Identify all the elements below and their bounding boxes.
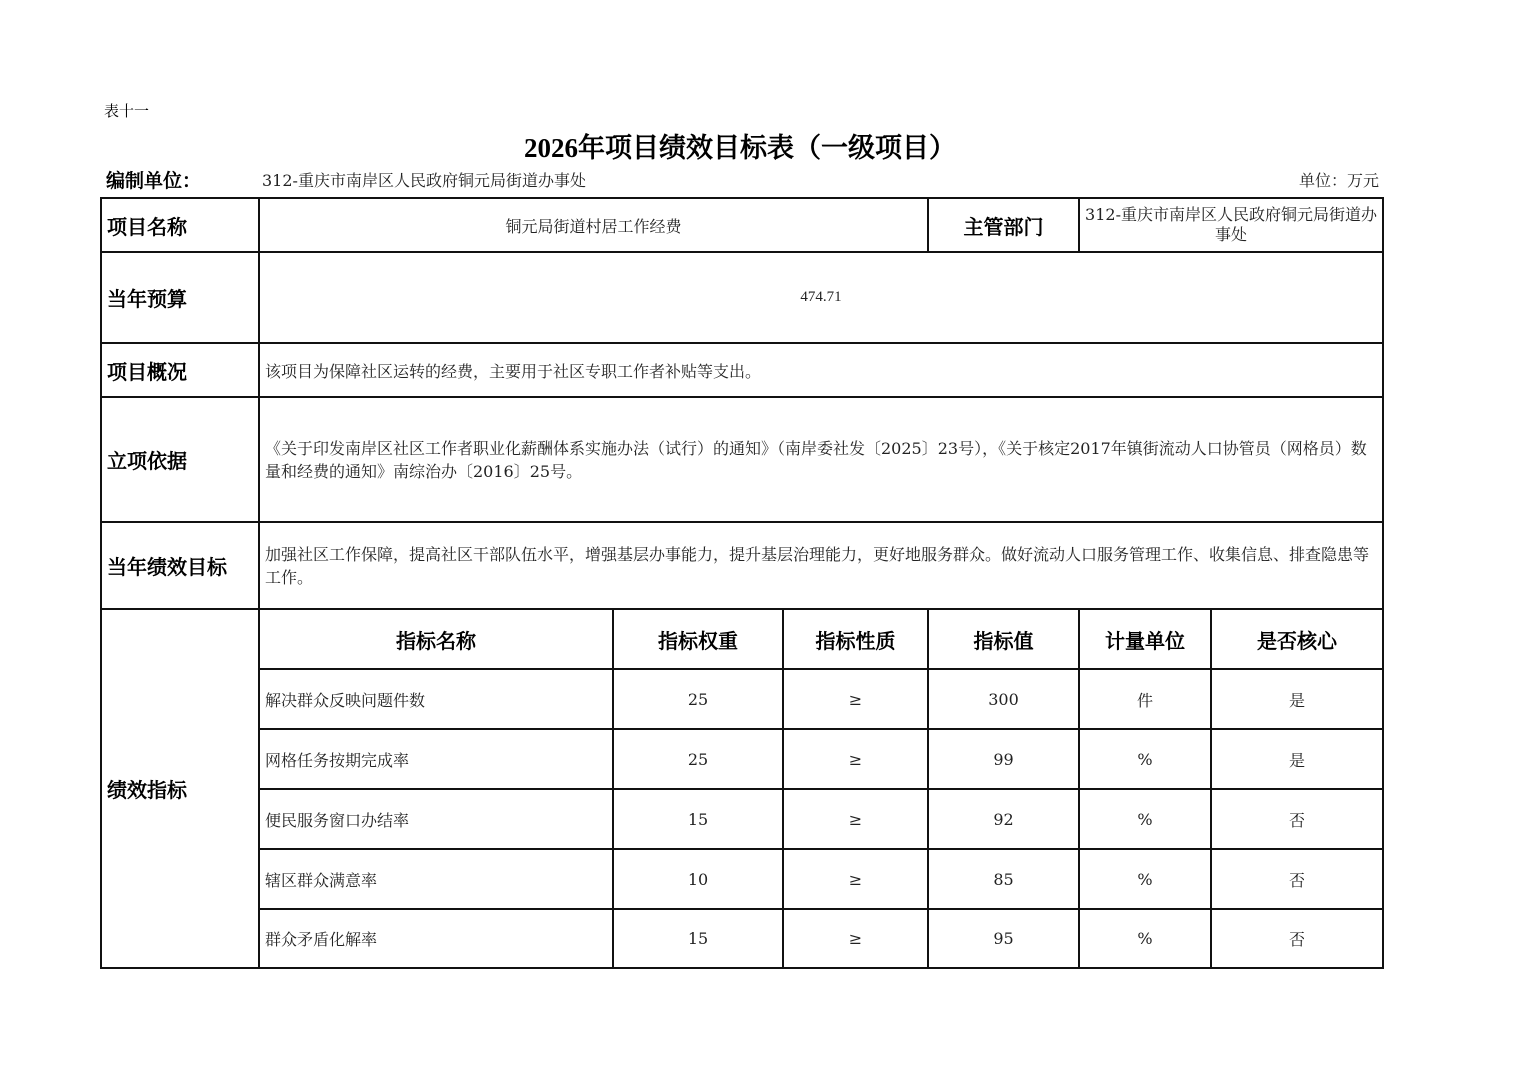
- indicator-unit: %: [1079, 789, 1211, 849]
- basis-row: [101, 397, 1383, 522]
- table-number: 表十一: [104, 102, 150, 120]
- overview-value: 该项目为保障社区运转的经费，主要用于社区专职工作者补贴等支出。: [259, 343, 1383, 397]
- table-row: [101, 909, 1383, 968]
- header-value: 指标值: [928, 609, 1079, 669]
- indicator-name: 辖区群众满意率: [259, 849, 613, 909]
- indicator-weight: 15: [613, 909, 783, 968]
- table-row: [101, 849, 1383, 909]
- budget-row: [101, 252, 1383, 343]
- indicator-unit: %: [1079, 909, 1211, 968]
- indicator-name: 网格任务按期完成率: [259, 729, 613, 789]
- header-unit: 计量单位: [1079, 609, 1211, 669]
- indicator-core: 是: [1211, 729, 1383, 789]
- indicator-core: 是: [1211, 669, 1383, 729]
- indicator-nature: ≥: [783, 789, 928, 849]
- goal-label: 当年绩效目标: [101, 522, 259, 609]
- indicator-name: 群众矛盾化解率: [259, 909, 613, 968]
- project-name-value: 铜元局街道村居工作经费: [259, 198, 928, 252]
- indicator-weight: 15: [613, 789, 783, 849]
- indicator-value: 95: [928, 909, 1079, 968]
- overview-row: [101, 343, 1383, 397]
- page-title: 2026年项目绩效目标表（一级项目）: [524, 133, 956, 163]
- indicators-label: 绩效指标: [101, 609, 259, 968]
- indicator-weight: 25: [613, 729, 783, 789]
- currency-unit: 单位：万元: [1298, 171, 1379, 190]
- indicator-core: 否: [1211, 909, 1383, 968]
- indicator-weight: 25: [613, 669, 783, 729]
- department-label: 主管部门: [928, 198, 1079, 252]
- indicator-value: 300: [928, 669, 1079, 729]
- performance-target-table: [100, 197, 1384, 969]
- header-core: 是否核心: [1211, 609, 1383, 669]
- indicator-nature: ≥: [783, 909, 928, 968]
- budget-value: 474.71: [259, 252, 1383, 343]
- header-indicator-name: 指标名称: [259, 609, 613, 669]
- overview-label: 项目概况: [101, 343, 259, 397]
- indicator-unit: %: [1079, 849, 1211, 909]
- indicator-value: 99: [928, 729, 1079, 789]
- project-name-row: [101, 198, 1383, 252]
- indicator-nature: ≥: [783, 669, 928, 729]
- indicator-header-row: [101, 609, 1383, 669]
- goal-value: 加强社区工作保障，提高社区干部队伍水平，增强基层办事能力，提升基层治理能力，更好地服务群众。做好流动人口服务管理工作、收集信息、排查隐患等工作。: [259, 522, 1383, 609]
- indicator-unit: %: [1079, 729, 1211, 789]
- table-row: [101, 789, 1383, 849]
- compiling-unit-label: 编制单位：: [106, 170, 202, 192]
- compiling-unit-value: 312-重庆市南岸区人民政府铜元局街道办事处: [262, 171, 586, 190]
- indicator-nature: ≥: [783, 729, 928, 789]
- table-row: [101, 729, 1383, 789]
- indicator-weight: 10: [613, 849, 783, 909]
- basis-label: 立项依据: [101, 397, 259, 522]
- indicator-core: 否: [1211, 789, 1383, 849]
- basis-value: 《关于印发南岸区社区工作者职业化薪酬体系实施办法（试行）的通知》（南岸委社发〔2025〕23号），《关于核定2017年镇街流动人口协管员（网格员）数量和经费的通知》南综治办〔2016〕25号。: [259, 397, 1383, 522]
- indicator-value: 85: [928, 849, 1079, 909]
- budget-label: 当年预算: [101, 252, 259, 343]
- department-value: 312-重庆市南岸区人民政府铜元局街道办事处: [1079, 198, 1383, 252]
- indicator-core: 否: [1211, 849, 1383, 909]
- indicator-name: 便民服务窗口办结率: [259, 789, 613, 849]
- indicator-nature: ≥: [783, 849, 928, 909]
- table-row: [101, 669, 1383, 729]
- indicator-value: 92: [928, 789, 1079, 849]
- indicator-unit: 件: [1079, 669, 1211, 729]
- header-weight: 指标权重: [613, 609, 783, 669]
- goal-row: [101, 522, 1383, 609]
- project-name-label: 项目名称: [101, 198, 259, 252]
- indicator-name: 解决群众反映问题件数: [259, 669, 613, 729]
- header-nature: 指标性质: [783, 609, 928, 669]
